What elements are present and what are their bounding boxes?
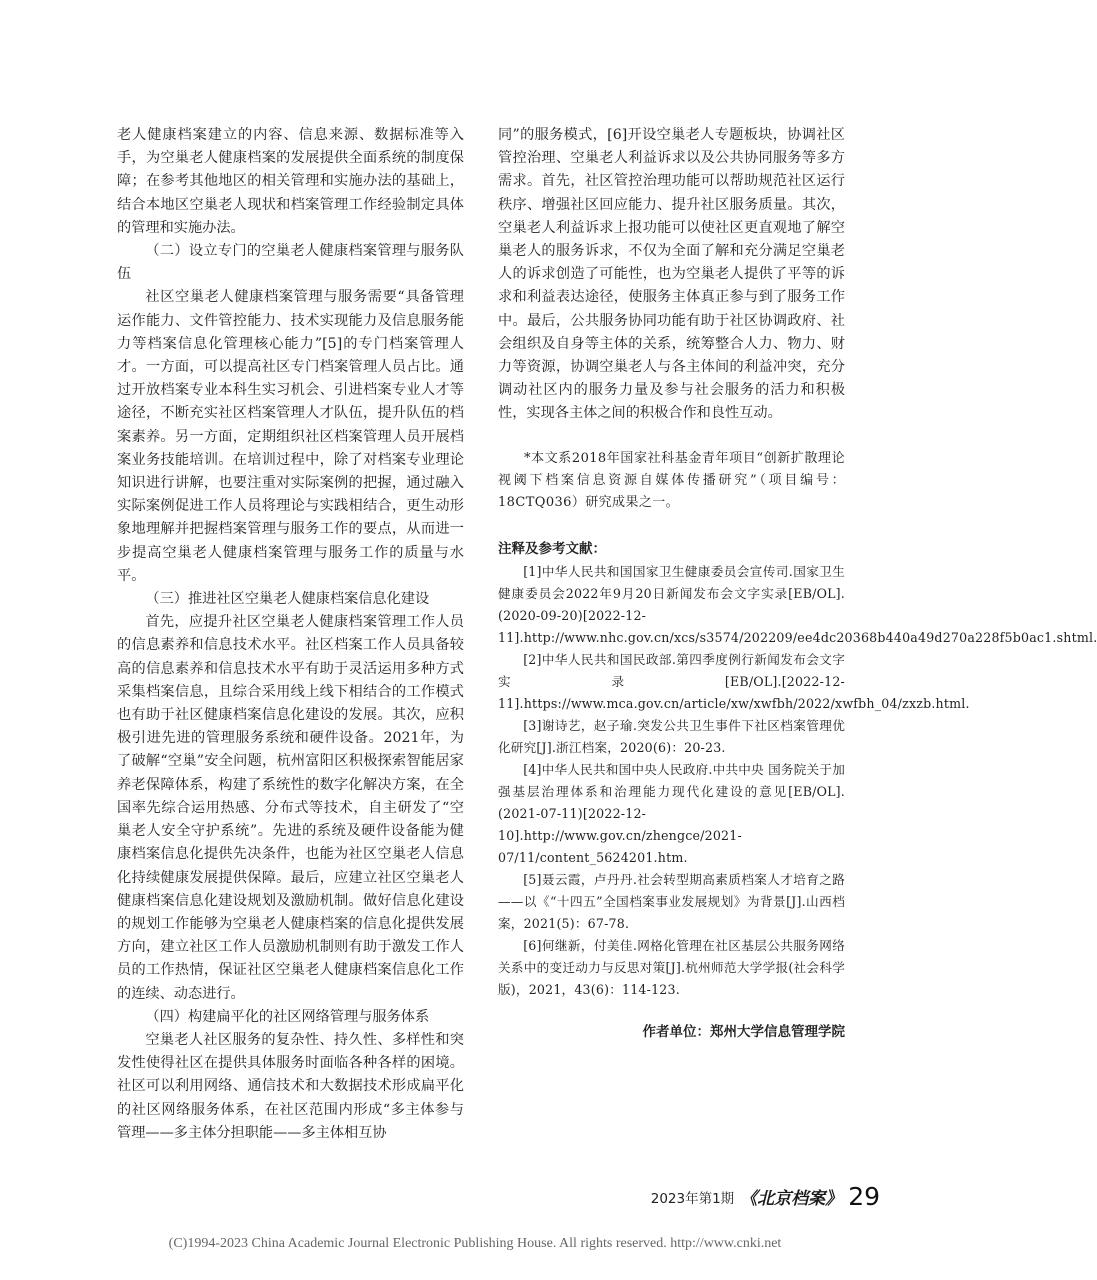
reference-item: [3]谢诗艺，赵子瑜.突发公共卫生事件下社区档案管理优化研究[J].浙江档案，2020(6)：20-23.	[498, 717, 845, 755]
page-footer	[620, 1182, 880, 1211]
section-heading-2: （二）设立专门的空巢老人健康档案管理与服务队伍	[117, 243, 464, 283]
copyright-notice: (C)1994-2023 China Academic Journal Electronic Publishing House. All rights reserved. http://www.cnki.net	[168, 1236, 782, 1251]
paragraph: 空巢老人社区服务的复杂性、持久性、多样性和突发性使得社区在提供具体服务时面临各种各样的困境。社区可以利用网络、通信技术和大数据技术形成扁平化的社区网络服务体系，在社区范围内形成“多主体参与管理——多主体分担职能——多主体相互协	[117, 1031, 464, 1141]
fund-note: *本文系2018年国家社科基金青年项目“创新扩散理论视阈下档案信息资源自媒体传播研究”（项目编号：18CTQ036）研究成果之一。	[498, 450, 845, 510]
reference-item: [1]中华人民共和国国家卫生健康委员会宣传司.国家卫生健康委员会2022年9月20日新闻发布会文字实录[EB/OL].(2020-09-20)[2022-12-11].http://www.nhc.gov.cn/xcs/s3574/202209/ee4dc20368b440a49d270a228f5b0ac1.shtml.	[498, 563, 1097, 645]
page-number: 29	[848, 1182, 880, 1211]
reference-item: [6]何继新，付美佳.网格化管理在社区基层公共服务网络关系中的变迁动力与反思对策[J].杭州师范大学学报(社会科学版)，2021，43(6)：114-123.	[498, 937, 845, 997]
reference-item: [2]中华人民共和国民政部.第四季度例行新闻发布会文字实录[EB/OL].[2022-12-11].https://www.mca.gov.cn/article/xw/xwfbh/2022/xwfbh_04/zxzb.html.	[498, 651, 970, 711]
issue-label: 2023年第1期	[650, 1190, 735, 1207]
author-unit: 作者单位：郑州大学信息管理学院	[642, 1023, 845, 1040]
reference-item: [5]聂云霞，卢丹丹.社会转型期高素质档案人才培育之路——以《“十四五”全国档案事业发展规划》为背景[J].山西档案，2021(5)：67-78.	[498, 871, 845, 931]
left-column	[117, 124, 464, 1145]
section-heading-4: （四）构建扁平化的社区网络管理与服务体系	[145, 1008, 430, 1025]
paragraph: 首先，应提升社区空巢老人健康档案管理工作人员的信息素养和信息技术水平。社区档案工作人员具备较高的信息素养和信息技术水平有助于灵活运用多种方式采集档案信息，且综合采用线上线下相结合的工作模式也有助于社区健康档案信息化建设的发展。其次，应积极引进先进的管理服务系统和硬件设备。2021年，为了破解“空巢”安全问题，杭州富阳区积极探索智能居家养老保障体系，构建了系统性的数字化解决方案，在全国率先综合运用热感、分布式等技术，自主研发了“空巢老人安全守护系统”。先进的系统及硬件设备能为健康档案信息化提供先决条件，也能为社区空巢老人信息化持续健康发展提供保障。最后，应建立社区空巢老人健康档案信息化建设规划及激励机制。做好信息化建设的规划工作能够为空巢老人健康档案的信息化提供发展方向，建立社区工作人员激励机制则有助于激发工作人员的工作热情，保证社区空巢老人健康档案信息化工作的连续、动态进行。	[117, 614, 464, 1002]
section-heading-3: （三）推进社区空巢老人健康档案信息化建设	[145, 591, 430, 608]
paragraph: 社区空巢老人健康档案管理与服务需要“具备管理运作能力、文件管控能力、技术实现能力及信息服务能力等档案信息化管理核心能力”[5]的专门档案管理人才。一方面，可以提高社区专门档案管理人员占比。通过开放档案专业本科生实习机会、引进档案专业人才等途径，不断充实社区档案管理人才队伍，提升队伍的档案素养。另一方面，定期组织社区档案管理人员开展档案业务技能培训。在培训过程中，除了对档案专业理论知识进行讲解，也要注重对实际案例的把握，通过融入实际案例促进工作人员将理论与实践相结合，更生动形象地理解并把握档案管理与服务工作的要点，从而进一步提高空巢老人健康档案管理与服务工作的质量与水平。	[117, 289, 464, 584]
paragraph: 老人健康档案建立的内容、信息来源、数据标准等入手，为空巢老人健康档案的发展提供全面系统的制度保障；在参考其他地区的相关管理和实施办法的基础上，结合本地区空巢老人现状和档案管理工作经验制定具体的管理和实施办法。	[117, 127, 464, 236]
journal-name: 《北京档案》	[740, 1189, 843, 1209]
right-column	[498, 124, 1097, 1044]
reference-item: [4]中华人民共和国中央人民政府.中共中央 国务院关于加强基层治理体系和治理能力现代化建设的意见[EB/OL].(2021-07-11)[2022-12-10].http://www.gov.cn/zhengce/2021-07/11/content_5624201.htm.	[498, 761, 845, 865]
references-title: 注释及参考文献：	[498, 540, 606, 557]
paragraph: 同”的服务模式，[6]开设空巢老人专题板块，协调社区管控治理、空巢老人利益诉求以及公共协同服务等多方需求。首先，社区管控治理功能可以帮助规范社区运行秩序、增强社区回应能力、提升社区服务质量。其次，空巢老人利益诉求上报功能可以使社区更直观地了解空巢老人的服务诉求，不仅为全面了解和充分满足空巢老人的诉求创造了可能性，也为空巢老人提供了平等的诉求和利益表达途径，使服务主体真正参与到了服务工作中。最后，公共服务协同功能有助于社区协调政府、社会组织及自身等主体的关系，统筹整合人力、物力、财力等资源，协调空巢老人与各主体间的利益冲突，充分调动社区内的服务力量及参与社会服务的活力和积极性，实现各主体之间的积极合作和良性互动。	[498, 127, 845, 422]
